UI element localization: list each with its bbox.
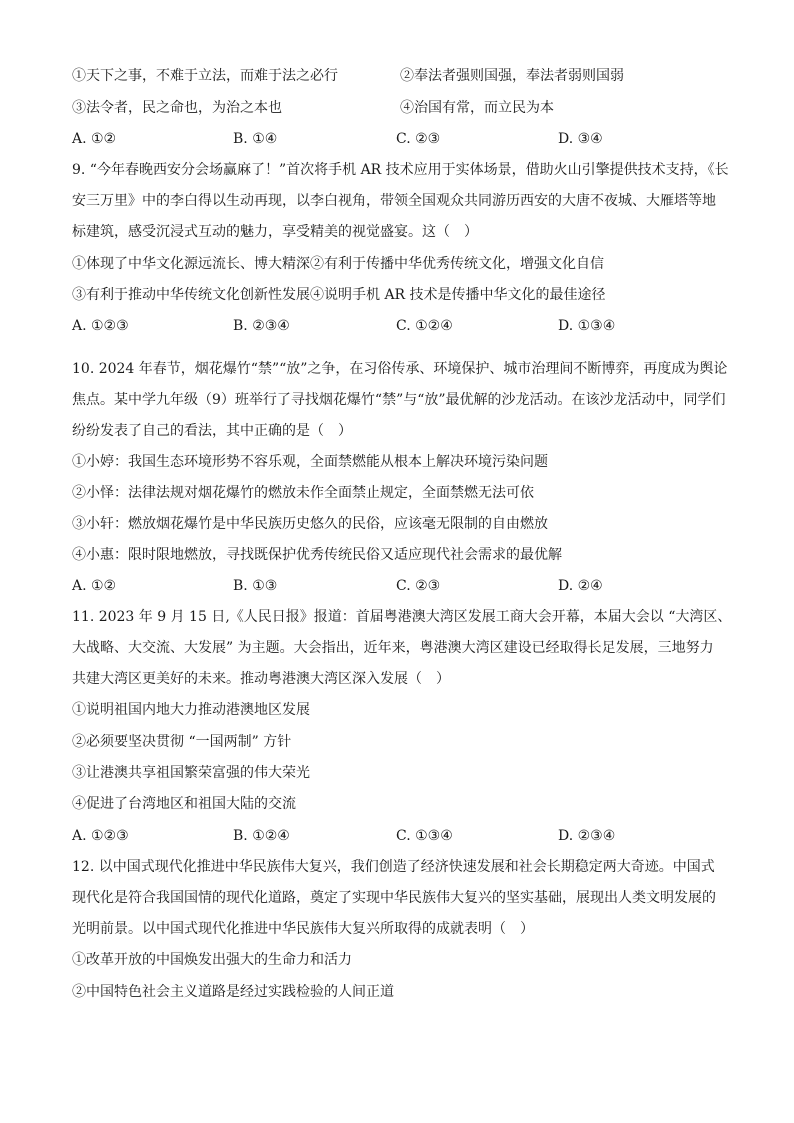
q11-option-d: D. ②③④ [558, 828, 616, 844]
q11-stem-line-3: 共建大湾区更美好的未来。推动粤港澳大湾区深入发展（ ） [72, 671, 450, 687]
q10-statement-3: ③小轩：燃放烟花爆竹是中华民族历史悠久的民俗，应该毫无限制的自由燃放 [72, 516, 548, 532]
q10-option-a: A. ①② [72, 578, 117, 594]
q10-stem-line-2: 焦点。某中学九年级（9）班举行了寻找烟花爆竹“禁”与“放”最优解的沙龙活动。在该沙龙活动中，同学们 [72, 392, 726, 408]
q8-option-b: B. ①④ [233, 131, 278, 147]
q9-option-c: C. ①②④ [396, 318, 453, 334]
q12-stem-line-1: 12. 以中国式现代化推进中华民族伟大复兴，我们创造了经济快速发展和社会长期稳定两大奇迹。中国式 [72, 859, 715, 875]
q12-stem-line-3: 光明前景。以中国式现代化推进中华民族伟大复兴所取得的成就表明（ ） [72, 921, 534, 937]
q9-stem-line-1: 9. “今年春晚西安分会场赢麻了！”首次将手机 AR 技术应用于实体场景，借助火山引擎提供技术支持，《长 [72, 162, 729, 178]
q11-option-c: C. ①③④ [396, 828, 453, 844]
q11-statement-2: ②必须要坚决贯彻 “一国两制” 方针 [72, 734, 292, 750]
q10-stem-line-1: 10. 2024 年春节，烟花爆竹“禁”“放”之争，在习俗传承、环境保护、城市治理间不断博弈，再度成为舆论 [72, 361, 728, 377]
q8-option-c: C. ②③ [396, 131, 441, 147]
q11-stem-line-1: 11. 2023 年 9 月 15 日,《人民日报》报道：首届粤港澳大湾区发展工商大会开幕，本届大会以 “大湾区、 [72, 609, 732, 625]
q11-option-b: B. ①②④ [233, 828, 290, 844]
q9-option-b: B. ②③④ [233, 318, 290, 334]
q8-statement-4: ④治国有常，而立民为本 [400, 100, 554, 116]
q11-stem-line-2: 大战略、大交流、大发展” 为主题。大会指出，近年来，粤港澳大湾区建设已经取得长足发展，三地努力 [72, 640, 714, 656]
q11-statement-4: ④促进了台湾地区和祖国大陆的交流 [72, 796, 296, 812]
q10-statement-2: ②小怿：法律法规对烟花爆竹的燃放未作全面禁止规定，全面禁燃无法可依 [72, 485, 534, 501]
q9-stem-line-3: 标建筑，感受沉浸式互动的魅力，享受精美的视觉盛宴。这（ ） [72, 224, 478, 240]
q10-statement-1: ①小婷：我国生态环境形势不容乐观，全面禁燃能从根本上解决环境污染问题 [72, 454, 548, 470]
q8-statement-2: ②奉法者强则国强，奉法者弱则国弱 [400, 68, 624, 84]
q11-statement-3: ③让港澳共享祖国繁荣富强的伟大荣光 [72, 765, 310, 781]
q9-stem-line-2: 安三万里》中的李白得以生动再现，以李白视角，带领全国观众共同游历西安的大唐不夜城、大雁塔等地 [72, 193, 716, 209]
q10-stem-line-3: 纷纷发表了自己的看法，其中正确的是（ ） [72, 423, 352, 439]
q9-option-a: A. ①②③ [72, 318, 129, 334]
q9-statements-1: ①体现了中华文化源远流长、博大精深②有利于传播中华优秀传统文化，增强文化自信 [72, 256, 604, 272]
q10-option-d: D. ②④ [558, 578, 603, 594]
q8-option-d: D. ③④ [558, 131, 603, 147]
q10-option-c: C. ②③ [396, 578, 441, 594]
q10-statement-4: ④小惠：限时限地燃放，寻找既保护优秀传统民俗又适应现代社会需求的最优解 [72, 547, 562, 563]
q11-option-a: A. ①②③ [72, 828, 129, 844]
q12-statement-2: ②中国特色社会主义道路是经过实践检验的人间正道 [72, 984, 394, 1000]
q8-statement-3: ③法令者，民之命也，为治之本也 [72, 100, 282, 116]
q9-option-d: D. ①③④ [558, 318, 616, 334]
q11-statement-1: ①说明祖国内地大力推动港澳地区发展 [72, 702, 310, 718]
q10-option-b: B. ①③ [233, 578, 278, 594]
q12-statement-1: ①改革开放的中国焕发出强大的生命力和活力 [72, 952, 352, 968]
q8-statement-1: ①天下之事，不难于立法，而难于法之必行 [72, 68, 338, 84]
q9-statements-2: ③有利于推动中华传统文化创新性发展④说明手机 AR 技术是传播中华文化的最佳途径 [72, 287, 606, 303]
q12-stem-line-2: 现代化是符合我国国情的现代化道路，奠定了实现中华民族伟大复兴的坚实基础，展现出人类文明发展的 [72, 890, 716, 906]
q8-option-a: A. ①② [72, 131, 117, 147]
